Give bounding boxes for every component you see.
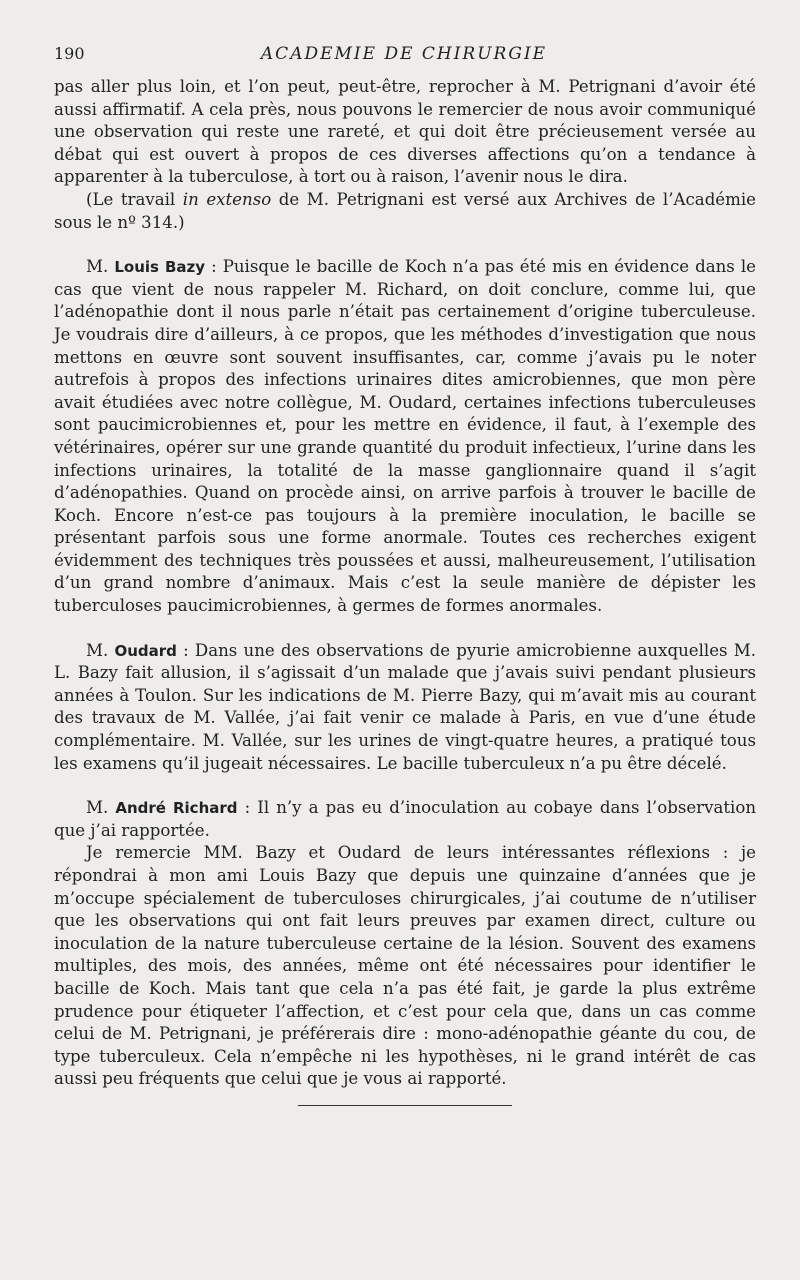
body-text (54, 76, 756, 1106)
page-number: 190 (54, 44, 85, 63)
paragraph-archive-note (54, 189, 756, 234)
page-header (54, 44, 754, 68)
speaker-oudard: Oudard (114, 641, 177, 660)
richard-remarks: : Il n’y a pas eu d’inoculation au cobaye dans l’observation que j’ai rapportée. (54, 798, 757, 840)
paragraph-richard-reply: Je remercie MM. Bazy et Oudard de leurs intéressantes réflexions : je répondrai à mon ami Louis Bazy que depuis une quinzaine d’années que je m’occupe spécialement de tuberculoses chirurgicales, j’ai coutume de n’utiliser que les observations qui ont fait leurs preuves par examen direct, culture ou inoculation de la nature tuberculeuse certaine de la lésion. Souvent des examens multiples, des mois, des années, même ont été nécessaires pour identifier le bacille de Koch. Mais tant que cela n’a pas été fait, je garde la plus extrême prudence pour étiqueter l’affection, et c’est pour cela que, dans un cas comme celui de M. Petrignani, je préférerais dire : mono-adénopathie géante du cou, de type tuberculeux. Cela n’empêche ni les hypothèses, ni le grand intérêt de cas aussi peu fréquents que celui que je vous ai rapporté. (54, 843, 756, 1089)
paragraph-intro: pas aller plus loin, et l’on peut, peut-être, reprocher à M. Petrignani d’avoir été aussi affirmatif. A cela près, nous pouvons le remercier de nous avoir communiqué une observation qui reste une rareté, et qui doit être précieusement versée au débat qui est ouvert à propos de ces diverses affections qu’on a tendance à apparenter à la tuberculose, à tort ou à raison, l’avenir nous le dira. (54, 77, 756, 187)
oudard-remarks: : Dans une des observations de pyurie amicrobienne auxquelles M. L. Bazy fait allusion, il s’agissait d’un malade que j’avais suivi pendant plusieurs années à Toulon. Sur les indications de M. Pierre Bazy, qui m’avait mis au courant des travaux de M. Vallée, j’ai fait venir ce malade à Paris, en vue d’une étude complémentaire. M. Vallée, sur les urines de vingt-quatre heures, a pratiqué tous les examens qu’il jugeait nécessaires. Le bacille tuberculeux n’a pu être décelé. (54, 640, 756, 773)
speaker-prefix: M. (86, 257, 115, 277)
section-divider (298, 1105, 512, 1106)
speaker-richard: André Richard (115, 799, 238, 818)
speaker-prefix: M. (86, 640, 115, 660)
archive-note-italic: in extenso (182, 189, 272, 209)
archive-note-post: de M. Petrignani est versé aux Archives de l’Académie sous le nº 314.) (54, 189, 756, 232)
paragraph-oudard (54, 640, 756, 776)
running-title: ACADEMIE DE CHIRURGIE (260, 44, 548, 64)
paragraph-richard (54, 797, 756, 842)
archive-note-pre: (Le travail (86, 189, 183, 209)
speaker-bazy: Louis Bazy (114, 258, 206, 277)
bazy-remarks: : Puisque le bacille de Koch n’a pas été mis en évidence dans le cas que vient de nous rappeler M. Richard, on doit conclure, comme lui, que l’adénopathie dont il nous parle n’était pas certainement d’origine tuberculeuse. Je voudrais dire d’ailleurs, à ce propos, que les méthodes d’investigation que nous mettons en œuvre sont souvent insuffisantes, car, comme j’avais pu le noter autrefois à propos des infections urinaires dites amicrobiennes, que mon père avait étudiées avec notre collègue, M. Oudard, certaines infections tuberculeuses sont paucimicrobiennes et, pour les mettre en évidence, il faut, à l’exemple des vétérinaires, opérer sur une grande quantité du produit infectieux, l’urine dans les infections urinaires, la totalité de la masse ganglionnaire quand il s’agit d’adénopathies. Quand on procède ainsi, on arrive parfois à trouver le bacille de Koch. Encore n’est-ce pas toujours à la première inoculation, le bacille se présentant parfois sous une forme anormale. Toutes ces recherches exigent évidemment des techniques très poussées et aussi, malheureusement, l’utilisation d’un grand nombre d’animaux. Mais c’est la seule manière de dépister les tuberculoses paucimicrobiennes, à germes de formes anormales. (54, 257, 757, 616)
paragraph-bazy (54, 256, 756, 618)
speaker-prefix: M. (86, 798, 116, 818)
